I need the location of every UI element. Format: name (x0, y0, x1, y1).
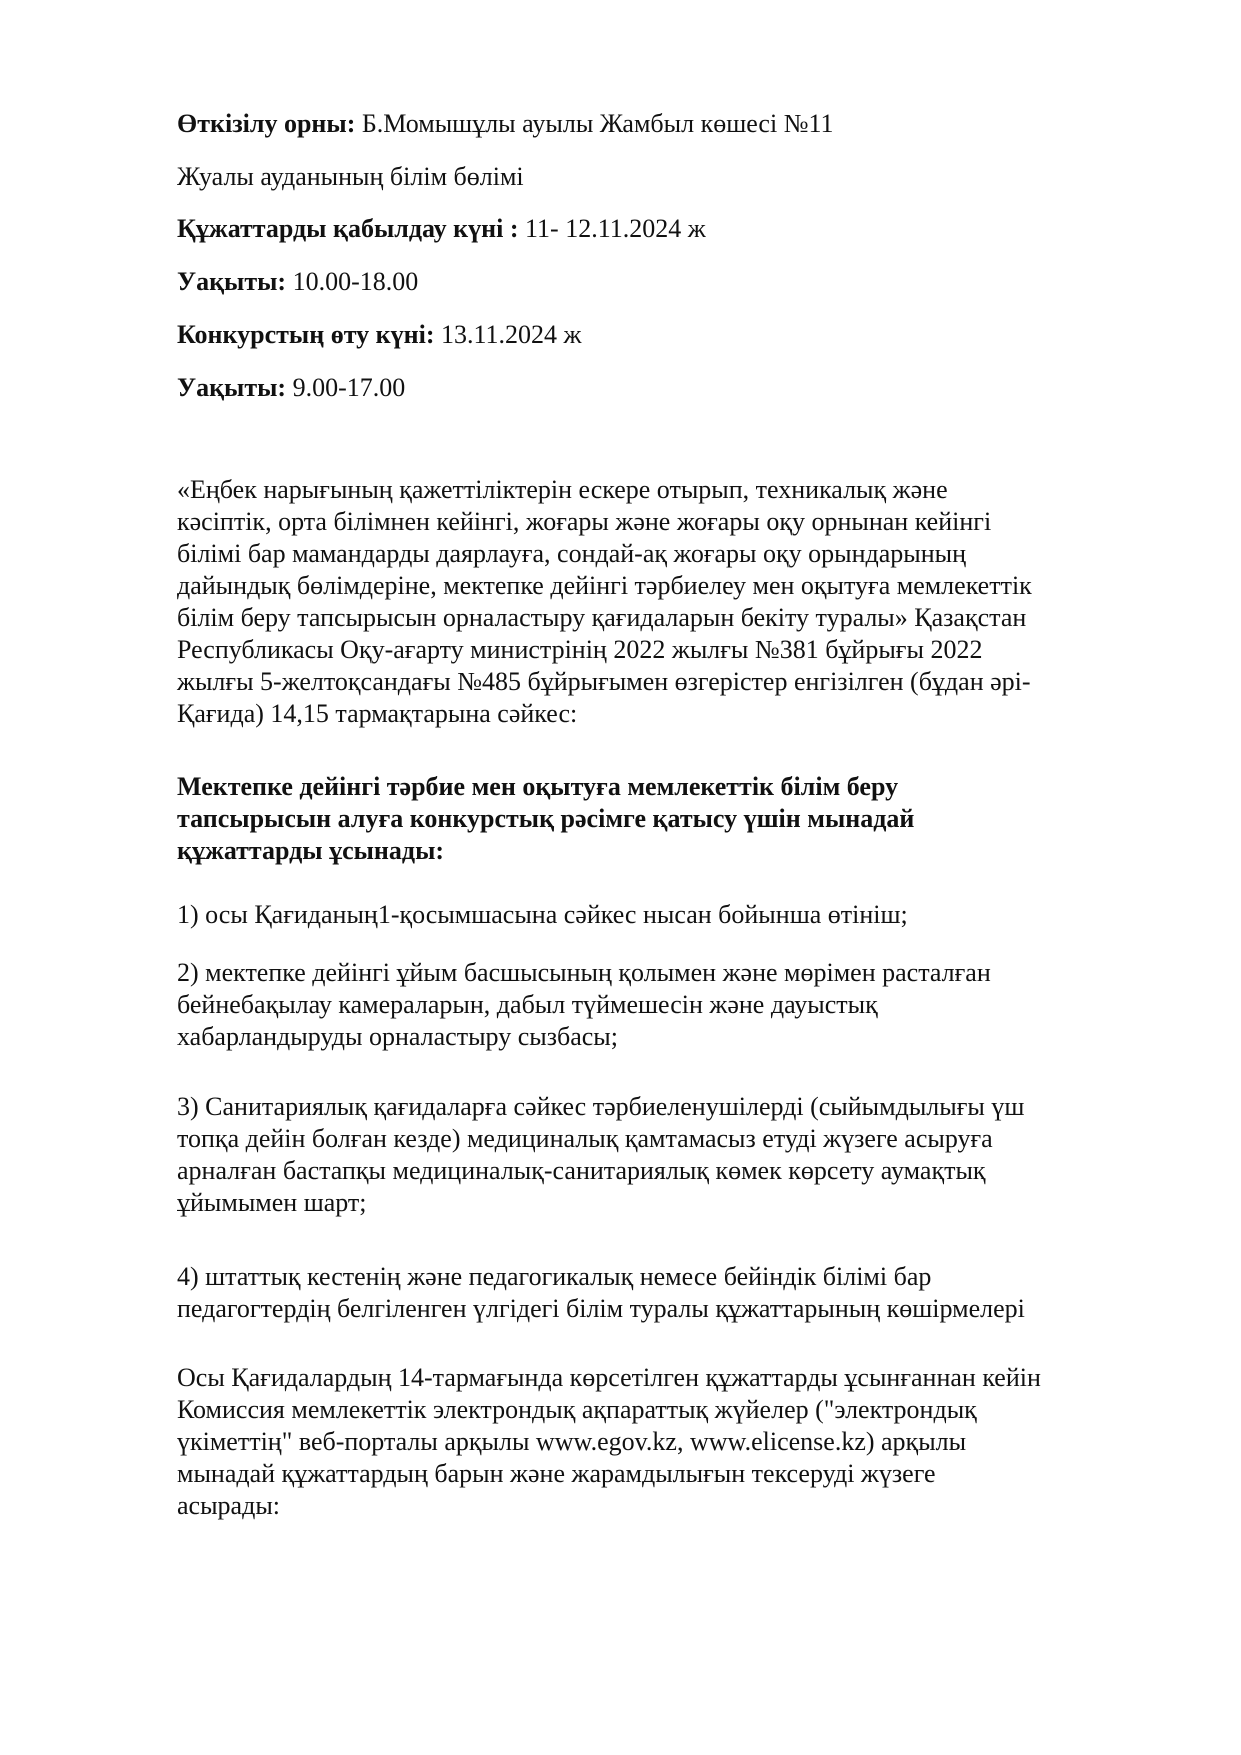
intro-line: Республикасы Оқу-ағарту министрінің 2022 жылғы №381 бұйрығы 2022 (177, 635, 983, 664)
intro-paragraph (177, 474, 1032, 730)
contest-time-label: Уақыты: (177, 373, 287, 402)
closing-line: Осы Қағидалардың 14-тармағында көрсетілген құжаттарды ұсынғаннан кейін (177, 1363, 1041, 1392)
department-line: Жуалы ауданының білім бөлімі (177, 162, 524, 191)
closing-line: үкіметтің" веб-порталы арқылы www.egov.kz, www.elicense.kz) арқылы (177, 1427, 967, 1456)
intro-line: Қағида) 14,15 тармақтарына сәйкес: (177, 699, 578, 728)
list-item-2 (177, 957, 991, 1053)
intro-line: білім беру тапсырысын орналастыру қағидаларын бекіту туралы» Қазақстан (177, 603, 1027, 632)
intro-line: кәсіптік, орта білімнен кейінгі, жоғары және жоғары оқу орнынан кейінгі (177, 507, 992, 536)
item-line: 2) мектепке дейінгі ұйым басшысының қолымен және мөрімен расталған (177, 958, 991, 987)
docs-time-label: Уақыты: (177, 267, 287, 296)
intro-line: білімі бар мамандарды даярлауға, сондай-ақ жоғары оқу орындарының (177, 539, 967, 568)
item-line: 4) штаттық кестенің және педагогикалық немесе бейіндік білімі бар (177, 1262, 932, 1291)
closing-paragraph (177, 1362, 1041, 1522)
docs-date-label: Құжаттарды қабылдау күні : (177, 214, 519, 243)
list-item-3 (177, 1091, 1024, 1219)
requirements-heading (177, 771, 914, 867)
closing-line: асырады: (177, 1491, 281, 1520)
docs-date-value: 11- 12.11.2024 ж (518, 214, 706, 243)
contest-time-line (177, 372, 405, 404)
location-line (177, 108, 834, 140)
docs-time-value: 10.00-18.00 (286, 267, 419, 296)
location-value: Б.Момышұлы ауылы Жамбыл көшесі №11 (355, 109, 834, 138)
heading-line: тапсырысын алуға конкурстық рәсімге қатысу үшін мынадай (177, 804, 915, 833)
docs-date-line (177, 213, 706, 245)
location-label: Өткізілу орны: (177, 109, 356, 138)
item-line: ұйымымен шарт; (177, 1188, 367, 1217)
docs-time-line (177, 266, 418, 298)
contest-date-value: 13.11.2024 ж (434, 320, 582, 349)
item-line: 3) Санитариялық қағидаларға сәйкес тәрбиеленушілерді (сыйымдылығы үш (177, 1092, 1025, 1121)
contest-date-label: Конкурстың өту күні: (177, 320, 435, 349)
list-item-1 (177, 899, 908, 931)
item-line: топқа дейін болған кезде) медициналық қамтамасыз етуді жүзеге асыруға (177, 1124, 993, 1153)
heading-line: Мектепке дейінгі тәрбие мен оқытуға мемлекеттік білім беру (177, 772, 899, 801)
intro-line: «Еңбек нарығының қажеттіліктерін ескере отырып, техникалық және (177, 475, 948, 504)
contest-time-value: 9.00-17.00 (286, 373, 406, 402)
item-line: педагогтердің белгіленген үлгідегі білім туралы құжаттарының көшірмелері (177, 1294, 1025, 1323)
item-line: хабарландыруды орналастыру сызбасы; (177, 1022, 618, 1051)
closing-line: Комиссия мемлекеттік электрондық ақпараттық жүйелер ("электрондық (177, 1395, 977, 1424)
heading-line: құжаттарды ұсынады: (177, 836, 445, 865)
intro-line: дайындық бөлімдеріне, мектепке дейінгі тәрбиелеу мен оқытуға мемлекеттік (177, 571, 1032, 600)
closing-line: мынадай құжаттардың барын және жарамдылығын тексеруді жүзеге (177, 1459, 936, 1488)
contest-date-line (177, 319, 581, 351)
item-line: бейнебақылау камераларын, дабыл түймешесін және дауыстық (177, 990, 878, 1019)
intro-line: жылғы 5-желтоқсандағы №485 бұйрығымен өзгерістер енгізілген (бұдан әрі- (177, 667, 1031, 696)
item-line: арналған бастапқы медициналық-санитариялық көмек көрсету аумақтық (177, 1156, 986, 1185)
item-line: 1) осы Қағиданың1-қосымшасына сәйкес нысан бойынша өтініш; (177, 900, 908, 929)
list-item-4 (177, 1261, 1025, 1325)
